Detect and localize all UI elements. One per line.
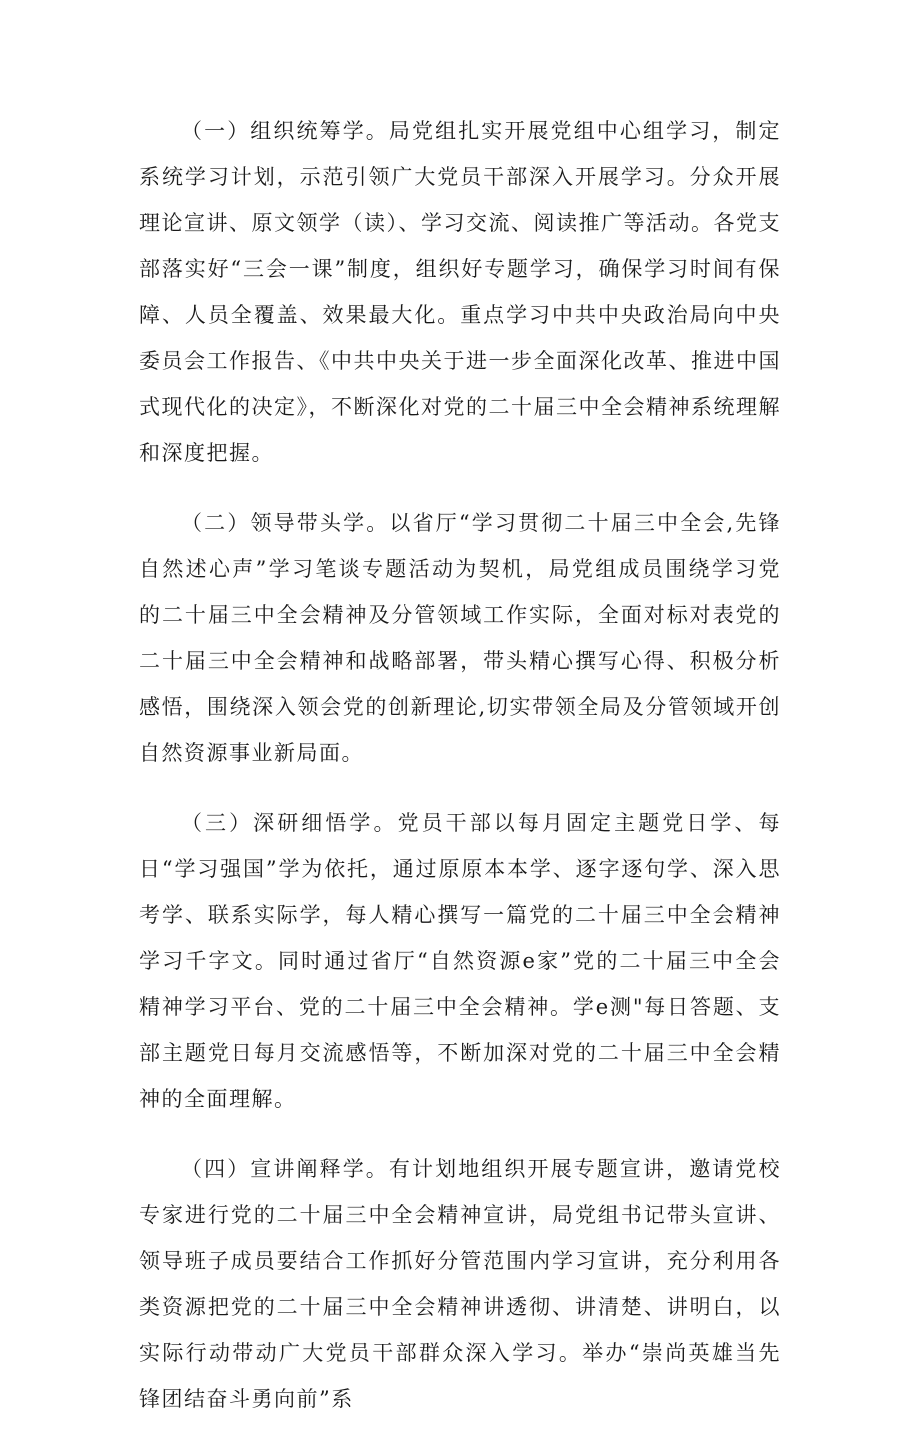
paragraph-heading: （二）领导带头学。 <box>181 511 390 535</box>
paragraph-heading: （三）深研细悟学。 <box>181 811 398 835</box>
paragraph-deep-study <box>139 800 781 1122</box>
paragraph-text: 局党组扎实开展党组中心组学习，制定系统学习计划，示范引领广大党员干部深入开展学习。分众开展理论宣讲、原文领学（读）、学习交流、阅读推广等活动。各党支部落实好“三会一课”制度，组织好专题学习，确保学习时间有保障、人员全覆盖、效果最大化。重点学习中共中央政治局向中央委员会工作报告、《中共中央关于进一步全面深化改革、推进中国式现代化的决定》，不断深化对党的二十届三中全会精神系统理解和深度把握。 <box>139 119 782 465</box>
paragraph-organize-study <box>139 108 781 476</box>
paragraph-text: 以省厅“学习贯彻二十届三中全会,先锋自然述心声”学习笔谈专题活动为契机，局党组成员围绕学习党的二十届三中全会精神及分管领域工作实际，全面对标对表党的二十届三中全会精神和战略部署，带头精心撰写心得、积极分析感悟，围绕深入领会党的创新理论,切实带领全局及分管领域开创自然资源事业新局面。 <box>139 511 781 765</box>
paragraph-lecture-study <box>139 1146 781 1422</box>
paragraph-text: 党员干部以每月固定主题党日学、每日“学习强国”学为依托，通过原原本本学、逐字逐句学、深入思考学、联系实际学，每人精心撰写一篇党的二十届三中全会精神学习千字文。同时通过省厅“自然资源e家”党的二十届三中全会精神学习平台、党的二十届三中全会精神。学e测"每日答题、支部主题党日每月交流感悟等，不断加深对党的二十届三中全会精神的全面理解。 <box>139 811 781 1111</box>
paragraph-text: 有计划地组织开展专题宣讲，邀请党校专家进行党的二十届三中全会精神宣讲，局党组书记带头宣讲、领导班子成员要结合工作抓好分管范围内学习宣讲，充分利用各类资源把党的二十届三中全会精神讲透彻、讲清楚、讲明白，以实际行动带动广大党员干部群众深入学习。举办“崇尚英雄当先锋团结奋斗勇向前”系 <box>139 1157 782 1411</box>
paragraph-leaders-study <box>139 500 781 776</box>
paragraph-heading: （四）宣讲阐释学。 <box>181 1157 389 1181</box>
paragraph-heading: （一）组织统筹学。 <box>181 119 389 143</box>
document-body <box>139 108 781 1446</box>
